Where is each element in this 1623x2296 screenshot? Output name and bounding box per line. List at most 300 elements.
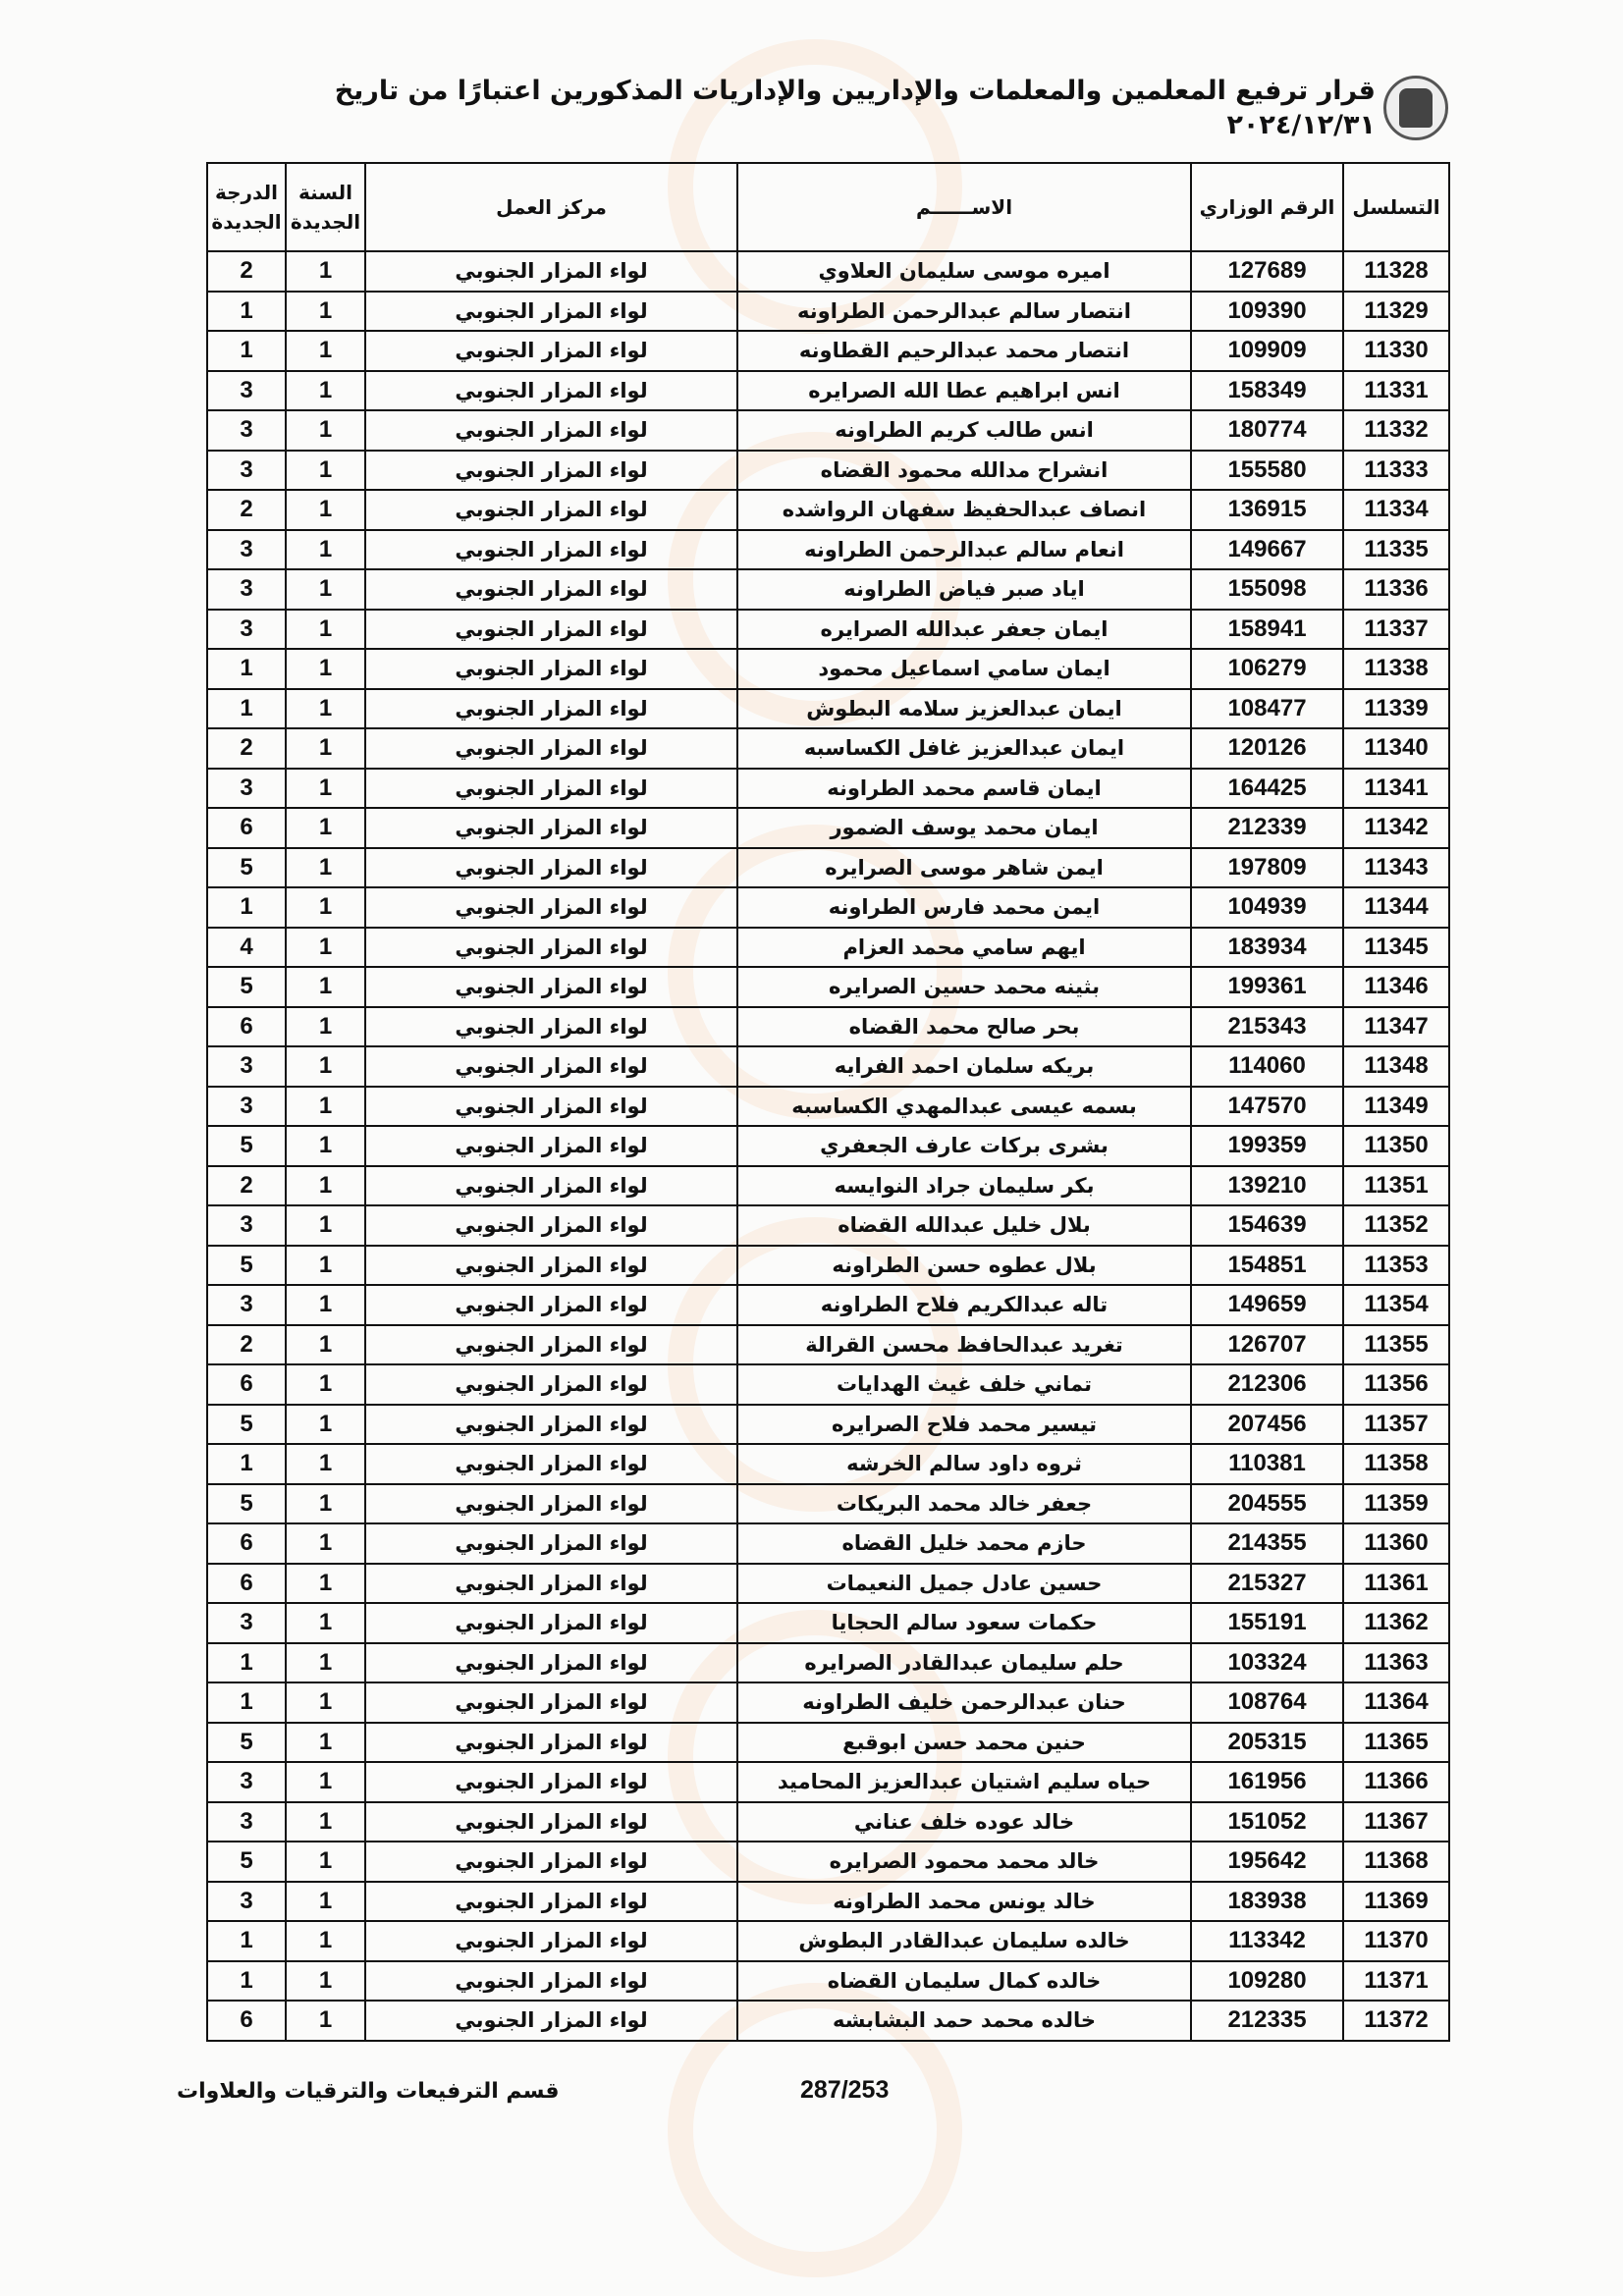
- serial-cell: 11354: [1343, 1285, 1449, 1325]
- work-center-cell: لواء المزار الجنوبي: [365, 1444, 737, 1484]
- serial-cell: 11336: [1343, 569, 1449, 610]
- serial-cell: 11343: [1343, 848, 1449, 888]
- serial-cell: 11356: [1343, 1364, 1449, 1405]
- work-center-cell: لواء المزار الجنوبي: [365, 808, 737, 848]
- new-year-cell: 1: [286, 728, 365, 769]
- serial-cell: 11371: [1343, 1961, 1449, 2002]
- name-cell: بلال خليل عبدالله القضاه: [737, 1205, 1191, 1246]
- new-grade-cell: 3: [207, 530, 286, 570]
- work-center-cell: لواء المزار الجنوبي: [365, 928, 737, 968]
- new-year-cell: 1: [286, 331, 365, 371]
- name-cell: خالد يونس محمد الطراونه: [737, 1882, 1191, 1922]
- name-cell: بثينه محمد حسين الصرايره: [737, 967, 1191, 1007]
- new-grade-cell: 3: [207, 1762, 286, 1802]
- work-center-cell: لواء المزار الجنوبي: [365, 1802, 737, 1842]
- serial-cell: 11363: [1343, 1643, 1449, 1683]
- serial-cell: 11351: [1343, 1166, 1449, 1206]
- name-cell: تغريد عبدالحافظ محسن القرالة: [737, 1325, 1191, 1365]
- table-row: [207, 371, 1449, 411]
- new-year-cell: 1: [286, 967, 365, 1007]
- new-grade-cell: 5: [207, 967, 286, 1007]
- new-grade-cell: 3: [207, 371, 286, 411]
- serial-cell: 11364: [1343, 1682, 1449, 1723]
- work-center-cell: لواء المزار الجنوبي: [365, 1405, 737, 1445]
- new-year-cell: 1: [286, 1285, 365, 1325]
- new-year-cell: 1: [286, 1921, 365, 1961]
- document-header: [206, 69, 1448, 147]
- ministry-number-cell: 195642: [1191, 1842, 1343, 1882]
- new-grade-cell: 6: [207, 2001, 286, 2041]
- ministry-number-cell: 104939: [1191, 887, 1343, 928]
- name-cell: تيسير محمد فلاح الصرايره: [737, 1405, 1191, 1445]
- ministry-number-cell: 212339: [1191, 808, 1343, 848]
- new-year-cell: 1: [286, 1682, 365, 1723]
- serial-cell: 11362: [1343, 1603, 1449, 1643]
- table-row: [207, 1484, 1449, 1524]
- table-row: [207, 530, 1449, 570]
- new-grade-cell: 2: [207, 728, 286, 769]
- work-center-cell: لواء المزار الجنوبي: [365, 1603, 737, 1643]
- work-center-cell: لواء المزار الجنوبي: [365, 1046, 737, 1087]
- table-row: [207, 1246, 1449, 1286]
- name-cell: ايمان عبدالعزيز سلامه البطوش: [737, 689, 1191, 729]
- serial-cell: 11341: [1343, 769, 1449, 809]
- new-grade-cell: 1: [207, 1682, 286, 1723]
- work-center-cell: لواء المزار الجنوبي: [365, 1007, 737, 1047]
- new-year-cell: 1: [286, 928, 365, 968]
- document-title: قرار ترفيع المعلمين والمعلمات والإداريين والإداريات المذكورين اعتبارًا من تاريخ ٢٠٢٤/١٢/٣١: [334, 75, 1376, 140]
- work-center-cell: لواء المزار الجنوبي: [365, 1364, 737, 1405]
- new-year-cell: 1: [286, 887, 365, 928]
- ministry-number-cell: 109280: [1191, 1961, 1343, 2002]
- ministry-number-cell: 212335: [1191, 2001, 1343, 2041]
- table-row: [207, 331, 1449, 371]
- work-center-cell: لواء المزار الجنوبي: [365, 1087, 737, 1127]
- serial-cell: 11334: [1343, 490, 1449, 530]
- work-center-cell: لواء المزار الجنوبي: [365, 769, 737, 809]
- ministry-number-cell: 180774: [1191, 410, 1343, 451]
- table-row: [207, 490, 1449, 530]
- name-cell: انتصار محمد عبدالرحيم القطاونه: [737, 331, 1191, 371]
- table-row: [207, 1205, 1449, 1246]
- promotions-table: [206, 162, 1450, 2042]
- new-year-cell: 1: [286, 371, 365, 411]
- ministry-number-cell: 155580: [1191, 451, 1343, 491]
- table-row: [207, 1087, 1449, 1127]
- name-cell: حنين محمد حسن ابوقبع: [737, 1723, 1191, 1763]
- new-year-cell: 1: [286, 1762, 365, 1802]
- ministry-number-cell: 108764: [1191, 1682, 1343, 1723]
- serial-cell: 11345: [1343, 928, 1449, 968]
- new-year-cell: 1: [286, 1087, 365, 1127]
- new-year-cell: 1: [286, 1007, 365, 1047]
- new-grade-cell: 3: [207, 769, 286, 809]
- ministry-number-cell: 149659: [1191, 1285, 1343, 1325]
- ministry-number-cell: 164425: [1191, 769, 1343, 809]
- new-year-cell: 1: [286, 1564, 365, 1604]
- serial-cell: 11372: [1343, 2001, 1449, 2041]
- new-grade-cell: 3: [207, 1046, 286, 1087]
- ministry-number-cell: 151052: [1191, 1802, 1343, 1842]
- serial-cell: 11331: [1343, 371, 1449, 411]
- new-grade-cell: 1: [207, 1961, 286, 2002]
- new-year-cell: 1: [286, 1126, 365, 1166]
- serial-cell: 11353: [1343, 1246, 1449, 1286]
- work-center-cell: لواء المزار الجنوبي: [365, 569, 737, 610]
- header-serial: التسلسل: [1343, 163, 1449, 251]
- table-row: [207, 410, 1449, 451]
- new-grade-cell: 3: [207, 451, 286, 491]
- header-new-year: السنة الجديدة: [286, 163, 365, 251]
- name-cell: انشراح مدالله محمود القضاه: [737, 451, 1191, 491]
- work-center-cell: لواء المزار الجنوبي: [365, 610, 737, 650]
- table-row: [207, 610, 1449, 650]
- name-cell: انتصار سالم عبدالرحمن الطراونه: [737, 292, 1191, 332]
- work-center-cell: لواء المزار الجنوبي: [365, 1484, 737, 1524]
- table-row: [207, 649, 1449, 689]
- serial-cell: 11344: [1343, 887, 1449, 928]
- work-center-cell: لواء المزار الجنوبي: [365, 2001, 737, 2041]
- name-cell: بلال عطوه حسن الطراونه: [737, 1246, 1191, 1286]
- work-center-cell: لواء المزار الجنوبي: [365, 1325, 737, 1365]
- new-grade-cell: 6: [207, 1523, 286, 1564]
- new-year-cell: 1: [286, 1364, 365, 1405]
- ministry-number-cell: 110381: [1191, 1444, 1343, 1484]
- table-row: [207, 689, 1449, 729]
- ministry-number-cell: 126707: [1191, 1325, 1343, 1365]
- work-center-cell: لواء المزار الجنوبي: [365, 1523, 737, 1564]
- new-year-cell: 1: [286, 1405, 365, 1445]
- ministry-logo-icon: [1383, 76, 1448, 140]
- new-year-cell: 1: [286, 1166, 365, 1206]
- table-row: [207, 1007, 1449, 1047]
- new-year-cell: 1: [286, 1603, 365, 1643]
- new-grade-cell: 1: [207, 331, 286, 371]
- work-center-cell: لواء المزار الجنوبي: [365, 1921, 737, 1961]
- work-center-cell: لواء المزار الجنوبي: [365, 1246, 737, 1286]
- new-grade-cell: 3: [207, 1285, 286, 1325]
- ministry-number-cell: 147570: [1191, 1087, 1343, 1127]
- new-grade-cell: 3: [207, 1603, 286, 1643]
- ministry-number-cell: 183934: [1191, 928, 1343, 968]
- new-grade-cell: 3: [207, 569, 286, 610]
- new-year-cell: 1: [286, 769, 365, 809]
- table-row: [207, 1126, 1449, 1166]
- serial-cell: 11349: [1343, 1087, 1449, 1127]
- new-year-cell: 1: [286, 1882, 365, 1922]
- table-row: [207, 1325, 1449, 1365]
- table-row: [207, 1802, 1449, 1842]
- new-year-cell: 1: [286, 1325, 365, 1365]
- ministry-number-cell: 120126: [1191, 728, 1343, 769]
- name-cell: حنان عبدالرحمن خليف الطراونه: [737, 1682, 1191, 1723]
- serial-cell: 11328: [1343, 251, 1449, 292]
- serial-cell: 11355: [1343, 1325, 1449, 1365]
- new-grade-cell: 6: [207, 1364, 286, 1405]
- new-grade-cell: 5: [207, 1405, 286, 1445]
- serial-cell: 11367: [1343, 1802, 1449, 1842]
- work-center-cell: لواء المزار الجنوبي: [365, 251, 737, 292]
- new-year-cell: 1: [286, 1723, 365, 1763]
- work-center-cell: لواء المزار الجنوبي: [365, 1564, 737, 1604]
- serial-cell: 11338: [1343, 649, 1449, 689]
- page-number: 287/253: [800, 2076, 890, 2104]
- work-center-cell: لواء المزار الجنوبي: [365, 1126, 737, 1166]
- ministry-number-cell: 199361: [1191, 967, 1343, 1007]
- ministry-number-cell: 106279: [1191, 649, 1343, 689]
- ministry-number-cell: 199359: [1191, 1126, 1343, 1166]
- work-center-cell: لواء المزار الجنوبي: [365, 649, 737, 689]
- new-year-cell: 1: [286, 2001, 365, 2041]
- table-row: [207, 2001, 1449, 2041]
- name-cell: ايمان قاسم محمد الطراونه: [737, 769, 1191, 809]
- new-grade-cell: 1: [207, 1444, 286, 1484]
- serial-cell: 11370: [1343, 1921, 1449, 1961]
- table-row: [207, 928, 1449, 968]
- name-cell: ايمان سامي اسماعيل محمود: [737, 649, 1191, 689]
- ministry-number-cell: 155098: [1191, 569, 1343, 610]
- work-center-cell: لواء المزار الجنوبي: [365, 1762, 737, 1802]
- table-row: [207, 1046, 1449, 1087]
- ministry-number-cell: 139210: [1191, 1166, 1343, 1206]
- new-grade-cell: 5: [207, 1246, 286, 1286]
- ministry-number-cell: 154639: [1191, 1205, 1343, 1246]
- work-center-cell: لواء المزار الجنوبي: [365, 1166, 737, 1206]
- work-center-cell: لواء المزار الجنوبي: [365, 1205, 737, 1246]
- ministry-number-cell: 215343: [1191, 1007, 1343, 1047]
- work-center-cell: لواء المزار الجنوبي: [365, 1285, 737, 1325]
- new-year-cell: 1: [286, 1484, 365, 1524]
- ministry-number-cell: 204555: [1191, 1484, 1343, 1524]
- table-row: [207, 808, 1449, 848]
- ministry-number-cell: 108477: [1191, 689, 1343, 729]
- name-cell: بشرى بركات عارف الجعفري: [737, 1126, 1191, 1166]
- serial-cell: 11352: [1343, 1205, 1449, 1246]
- serial-cell: 11329: [1343, 292, 1449, 332]
- header-work-center: مركز العمل: [365, 163, 737, 251]
- ministry-number-cell: 197809: [1191, 848, 1343, 888]
- work-center-cell: لواء المزار الجنوبي: [365, 1723, 737, 1763]
- ministry-number-cell: 161956: [1191, 1762, 1343, 1802]
- work-center-cell: لواء المزار الجنوبي: [365, 292, 737, 332]
- work-center-cell: لواء المزار الجنوبي: [365, 1961, 737, 2002]
- serial-cell: 11350: [1343, 1126, 1449, 1166]
- table-row: [207, 1921, 1449, 1961]
- new-year-cell: 1: [286, 410, 365, 451]
- serial-cell: 11337: [1343, 610, 1449, 650]
- name-cell: خالده سليمان عبدالقادر البطوش: [737, 1921, 1191, 1961]
- ministry-number-cell: 103324: [1191, 1643, 1343, 1683]
- name-cell: اياد صبر فياض الطراونه: [737, 569, 1191, 610]
- name-cell: خالده محمد حمد البشابشه: [737, 2001, 1191, 2041]
- ministry-number-cell: 158349: [1191, 371, 1343, 411]
- new-grade-cell: 1: [207, 1921, 286, 1961]
- name-cell: ايمن محمد فارس الطراونه: [737, 887, 1191, 928]
- table-row: [207, 569, 1449, 610]
- table-row: [207, 1564, 1449, 1604]
- name-cell: حياه سليم اشتيان عبدالعزيز المحاميد: [737, 1762, 1191, 1802]
- name-cell: تاله عبدالكريم فلاح الطراونه: [737, 1285, 1191, 1325]
- name-cell: ايمان عبدالعزيز غافل الكساسبه: [737, 728, 1191, 769]
- serial-cell: 11333: [1343, 451, 1449, 491]
- table-row: [207, 1643, 1449, 1683]
- new-grade-cell: 1: [207, 649, 286, 689]
- new-grade-cell: 3: [207, 1205, 286, 1246]
- new-year-cell: 1: [286, 251, 365, 292]
- ministry-number-cell: 183938: [1191, 1882, 1343, 1922]
- new-year-cell: 1: [286, 1523, 365, 1564]
- table-row: [207, 1444, 1449, 1484]
- department-name: قسم الترفيعات والترقيات والعلاوات: [177, 2079, 560, 2104]
- name-cell: بكر سليمان جراد النوايسه: [737, 1166, 1191, 1206]
- work-center-cell: لواء المزار الجنوبي: [365, 887, 737, 928]
- new-grade-cell: 3: [207, 1087, 286, 1127]
- name-cell: اميره موسى سليمان العلاوي: [737, 251, 1191, 292]
- ministry-number-cell: 212306: [1191, 1364, 1343, 1405]
- name-cell: ايمان جعفر عبدالله الصرايره: [737, 610, 1191, 650]
- ministry-number-cell: 214355: [1191, 1523, 1343, 1564]
- work-center-cell: لواء المزار الجنوبي: [365, 728, 737, 769]
- name-cell: تماني خلف غيث الهدايات: [737, 1364, 1191, 1405]
- new-grade-cell: 3: [207, 1882, 286, 1922]
- serial-cell: 11339: [1343, 689, 1449, 729]
- header-name: الاســــــم: [737, 163, 1191, 251]
- new-grade-cell: 3: [207, 1802, 286, 1842]
- header-new-grade: الدرجة الجديدة: [207, 163, 286, 251]
- work-center-cell: لواء المزار الجنوبي: [365, 1643, 737, 1683]
- table-row: [207, 1682, 1449, 1723]
- work-center-cell: لواء المزار الجنوبي: [365, 530, 737, 570]
- new-year-cell: 1: [286, 808, 365, 848]
- ministry-number-cell: 136915: [1191, 490, 1343, 530]
- new-year-cell: 1: [286, 1046, 365, 1087]
- new-year-cell: 1: [286, 848, 365, 888]
- name-cell: انس ابراهيم عطا الله الصرايره: [737, 371, 1191, 411]
- serial-cell: 11335: [1343, 530, 1449, 570]
- new-grade-cell: 6: [207, 1564, 286, 1604]
- new-year-cell: 1: [286, 610, 365, 650]
- work-center-cell: لواء المزار الجنوبي: [365, 1682, 737, 1723]
- new-year-cell: 1: [286, 490, 365, 530]
- new-year-cell: 1: [286, 1246, 365, 1286]
- work-center-cell: لواء المزار الجنوبي: [365, 689, 737, 729]
- name-cell: انعام سالم عبدالرحمن الطراونه: [737, 530, 1191, 570]
- serial-cell: 11357: [1343, 1405, 1449, 1445]
- ministry-number-cell: 215327: [1191, 1564, 1343, 1604]
- table-row: [207, 1961, 1449, 2002]
- name-cell: جعفر خالد محمد البريكات: [737, 1484, 1191, 1524]
- name-cell: ايهم سامي محمد العزام: [737, 928, 1191, 968]
- new-year-cell: 1: [286, 1444, 365, 1484]
- work-center-cell: لواء المزار الجنوبي: [365, 451, 737, 491]
- new-year-cell: 1: [286, 1205, 365, 1246]
- name-cell: ايمان محمد يوسف الضمور: [737, 808, 1191, 848]
- new-grade-cell: 3: [207, 610, 286, 650]
- serial-cell: 11365: [1343, 1723, 1449, 1763]
- ministry-number-cell: 127689: [1191, 251, 1343, 292]
- table-header-row: [207, 163, 1449, 251]
- name-cell: بريكه سلمان احمد الفرايه: [737, 1046, 1191, 1087]
- serial-cell: 11359: [1343, 1484, 1449, 1524]
- name-cell: حكمات سعود سالم الحجايا: [737, 1603, 1191, 1643]
- work-center-cell: لواء المزار الجنوبي: [365, 848, 737, 888]
- table-row: [207, 848, 1449, 888]
- serial-cell: 11369: [1343, 1882, 1449, 1922]
- new-grade-cell: 5: [207, 1842, 286, 1882]
- ministry-number-cell: 109909: [1191, 331, 1343, 371]
- name-cell: حلم سليمان عبدالقادر الصرايره: [737, 1643, 1191, 1683]
- new-year-cell: 1: [286, 292, 365, 332]
- table-row: [207, 1166, 1449, 1206]
- table-row: [207, 1762, 1449, 1802]
- serial-cell: 11358: [1343, 1444, 1449, 1484]
- new-grade-cell: 4: [207, 928, 286, 968]
- name-cell: حازم محمد خليل القضاه: [737, 1523, 1191, 1564]
- ministry-number-cell: 114060: [1191, 1046, 1343, 1087]
- name-cell: حسين عادل جميل النعيمات: [737, 1564, 1191, 1604]
- ministry-number-cell: 149667: [1191, 530, 1343, 570]
- new-year-cell: 1: [286, 1643, 365, 1683]
- work-center-cell: لواء المزار الجنوبي: [365, 1882, 737, 1922]
- table-row: [207, 251, 1449, 292]
- new-grade-cell: 2: [207, 251, 286, 292]
- table-row: [207, 887, 1449, 928]
- serial-cell: 11361: [1343, 1564, 1449, 1604]
- serial-cell: 11332: [1343, 410, 1449, 451]
- work-center-cell: لواء المزار الجنوبي: [365, 967, 737, 1007]
- serial-cell: 11360: [1343, 1523, 1449, 1564]
- new-grade-cell: 6: [207, 1007, 286, 1047]
- new-grade-cell: 3: [207, 410, 286, 451]
- new-year-cell: 1: [286, 689, 365, 729]
- table-row: [207, 967, 1449, 1007]
- work-center-cell: لواء المزار الجنوبي: [365, 490, 737, 530]
- new-year-cell: 1: [286, 569, 365, 610]
- ministry-number-cell: 109390: [1191, 292, 1343, 332]
- table-row: [207, 1285, 1449, 1325]
- new-grade-cell: 5: [207, 1723, 286, 1763]
- work-center-cell: لواء المزار الجنوبي: [365, 331, 737, 371]
- new-year-cell: 1: [286, 451, 365, 491]
- table-row: [207, 1723, 1449, 1763]
- serial-cell: 11368: [1343, 1842, 1449, 1882]
- table-row: [207, 1523, 1449, 1564]
- new-grade-cell: 2: [207, 490, 286, 530]
- new-year-cell: 1: [286, 1802, 365, 1842]
- new-grade-cell: 2: [207, 1166, 286, 1206]
- table-row: [207, 1603, 1449, 1643]
- serial-cell: 11340: [1343, 728, 1449, 769]
- new-year-cell: 1: [286, 1961, 365, 2002]
- table-row: [207, 728, 1449, 769]
- name-cell: خالده كمال سليمان القضاه: [737, 1961, 1191, 2002]
- serial-cell: 11366: [1343, 1762, 1449, 1802]
- new-grade-cell: 5: [207, 848, 286, 888]
- new-year-cell: 1: [286, 649, 365, 689]
- new-year-cell: 1: [286, 1842, 365, 1882]
- serial-cell: 11346: [1343, 967, 1449, 1007]
- ministry-number-cell: 155191: [1191, 1603, 1343, 1643]
- work-center-cell: لواء المزار الجنوبي: [365, 410, 737, 451]
- serial-cell: 11348: [1343, 1046, 1449, 1087]
- table-row: [207, 451, 1449, 491]
- ministry-number-cell: 154851: [1191, 1246, 1343, 1286]
- serial-cell: 11347: [1343, 1007, 1449, 1047]
- name-cell: ثروه داود سالم الخرشه: [737, 1444, 1191, 1484]
- ministry-number-cell: 158941: [1191, 610, 1343, 650]
- serial-cell: 11342: [1343, 808, 1449, 848]
- name-cell: انس طالب كريم الطراونه: [737, 410, 1191, 451]
